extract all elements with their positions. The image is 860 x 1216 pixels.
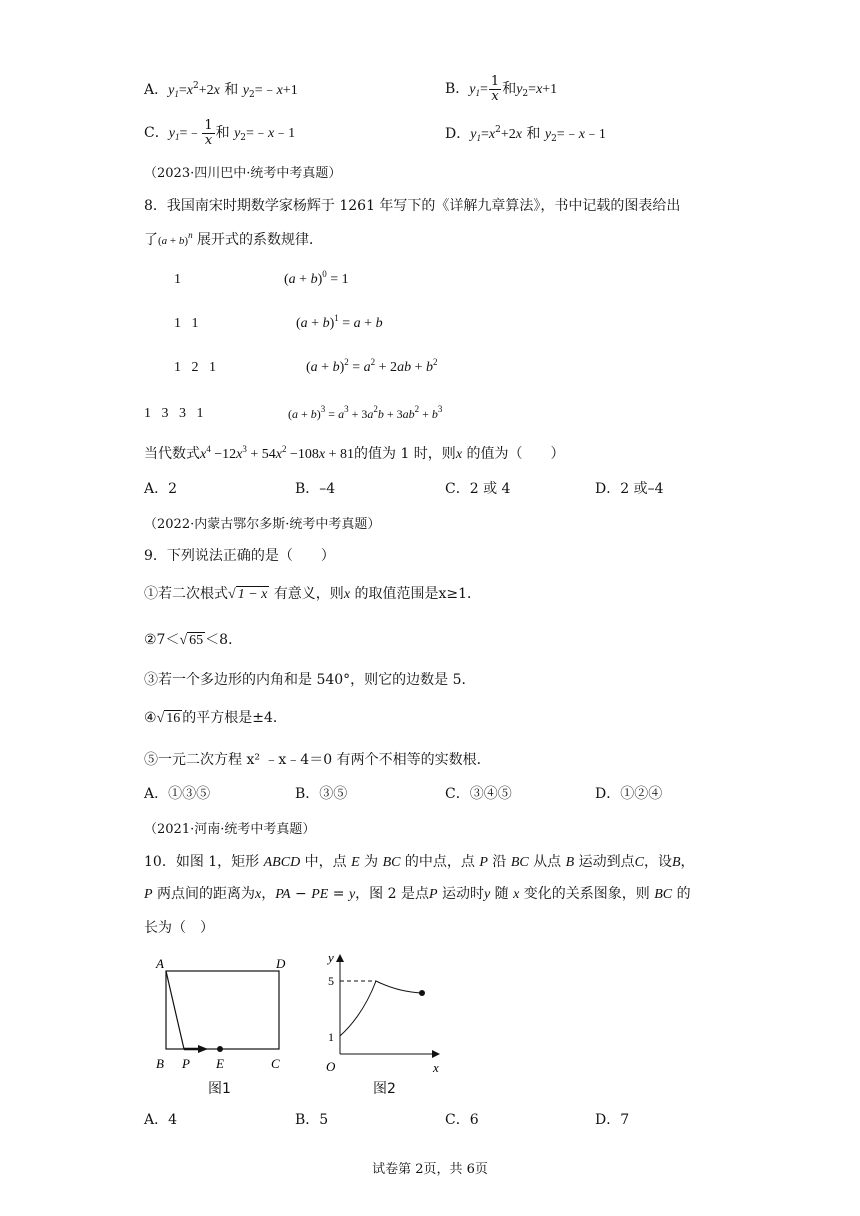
label-p: P [182, 1056, 190, 1071]
figure-2-caption: 图2 [373, 1081, 396, 1097]
label-b: B [156, 1056, 164, 1071]
q8-stem-line2: 了$(a + b)^n$ 展开式的系数规律． [144, 230, 324, 248]
point-e-dot [217, 1046, 223, 1052]
q10-option-a: A．4 [144, 1112, 178, 1128]
q9-statement-2: ②7＜√ 65 ＜8． [144, 632, 243, 648]
q9-statement-4: ④√ 16 的平方根是±4． [144, 710, 287, 726]
q8-option-a: A．2 [144, 481, 178, 497]
q10-option-c: C．6 [445, 1112, 479, 1128]
binomial-row-2: $(a + b)^2 = a^2 + 2ab + b^2$ [306, 357, 438, 375]
q9-option-a: A．①③⑤ [144, 786, 211, 802]
q9-statement-1: ①若二次根式√ 1 − x 有意义，则x 的取值范围是x≥1． [144, 586, 482, 602]
q7-option-c: C．$y_1=﹣$ $\frac{1}{x}$ 和 $y_2=﹣x﹣1$ [144, 117, 296, 148]
q9-option-c: C．③④⑤ [445, 786, 512, 802]
graph-end-dot [419, 990, 425, 996]
yanghui-row-3: 1 3 3 1 [144, 406, 204, 421]
q8-option-c: C．2 或 4 [445, 481, 511, 497]
origin-label: O [326, 1059, 336, 1074]
source-tag-q8: （2023·四川巴中·统考中考真题） [144, 166, 342, 181]
segment-ap [166, 971, 184, 1049]
q10-stem-line3: 长为（ ） [144, 920, 214, 936]
page-footer: 试卷第 2页，共 6页 [372, 1162, 488, 1177]
motion-arrowhead [198, 1045, 208, 1053]
binomial-row-3: $(a + b)^3 = a^3 + 3a^2b + 3ab^2 + b^3$ [288, 404, 443, 421]
yanghui-row-2: 1 2 1 [174, 360, 216, 375]
figure-1-caption: 图1 [208, 1081, 231, 1097]
yanghui-row-0: 1 [174, 272, 181, 287]
q10-stem-line1: 10．如图 1，矩形 ABCD 中，点 E 为 BC 的中点，点 P 沿 BC 从点 B 运动到点C，设B， [144, 854, 695, 870]
graph-falling-curve [376, 981, 422, 993]
yanghui-row-1: 1 1 [174, 316, 199, 331]
q9-option-d: D．①②④ [595, 786, 663, 802]
q10-option-b: B．5 [295, 1112, 329, 1128]
q7-option-a: A．$y_1=x^2+2x$ 和 $y_2=﹣x+1$ [144, 81, 298, 100]
label-e: E [216, 1056, 224, 1071]
axis-label-y: y [328, 950, 334, 965]
q9-stem: 9．下列说法正确的是（ ） [144, 548, 335, 564]
q8-stem-line1: 8．我国南宋时期数学家杨辉于 1261 年写下的《详解九章算法》，书中记载的图表给出 [144, 198, 681, 214]
x-axis-arrow [432, 1050, 440, 1058]
source-tag-q9: （2022·内蒙古鄂尔多斯·统考中考真题） [144, 517, 381, 532]
q8-option-b: B．–4 [295, 481, 336, 497]
q7-option-d: D．$y_1=x^2+2x$ 和 $y_2=﹣x﹣1$ [445, 125, 606, 144]
y-axis-arrow [336, 954, 344, 962]
label-d: D [276, 956, 286, 971]
binomial-row-0: $(a + b)^0 = 1$ [284, 269, 349, 287]
binomial-row-1: $(a + b)^1 = a + b$ [296, 313, 383, 331]
tick-label-5: 5 [328, 974, 334, 988]
q9-statement-5: ⑤一元二次方程 x² ﹣x﹣4＝0 有两个不相等的实数根． [144, 752, 491, 768]
q10-figure-1 [150, 950, 300, 1072]
q9-statement-3: ③若一个多边形的内角和是 540°，则它的边数是 5． [144, 672, 476, 688]
graph-rising-curve [340, 981, 376, 1036]
label-c: C [271, 1056, 280, 1071]
q8-question: 当代数式$x^4 -12x^3 + 54x^2 -108x + 81$的值为 1 时，则x 的值为（ ） [144, 444, 565, 462]
tick-label-1: 1 [328, 1030, 334, 1044]
label-a: A [156, 956, 164, 971]
q7-option-b: B．$y_1=$ $\frac{1}{x}$ 和$y_2=x+1$ [445, 73, 558, 104]
q10-stem-line2: P 两点间的距离为x，PA − PE = y，图 2 是点P 运动时y 随 x 变化的关系图象，则 BC 的 [144, 886, 691, 902]
q9-option-b: B．③⑤ [295, 786, 348, 802]
source-tag-q10: （2021·河南·统考中考真题） [144, 822, 316, 837]
q8-option-d: D．2 或–4 [595, 481, 664, 497]
axis-label-x: x [433, 1060, 439, 1075]
rectangle-abcd [166, 971, 279, 1049]
q10-option-d: D．7 [595, 1112, 630, 1128]
q10-figure-2 [318, 950, 448, 1076]
